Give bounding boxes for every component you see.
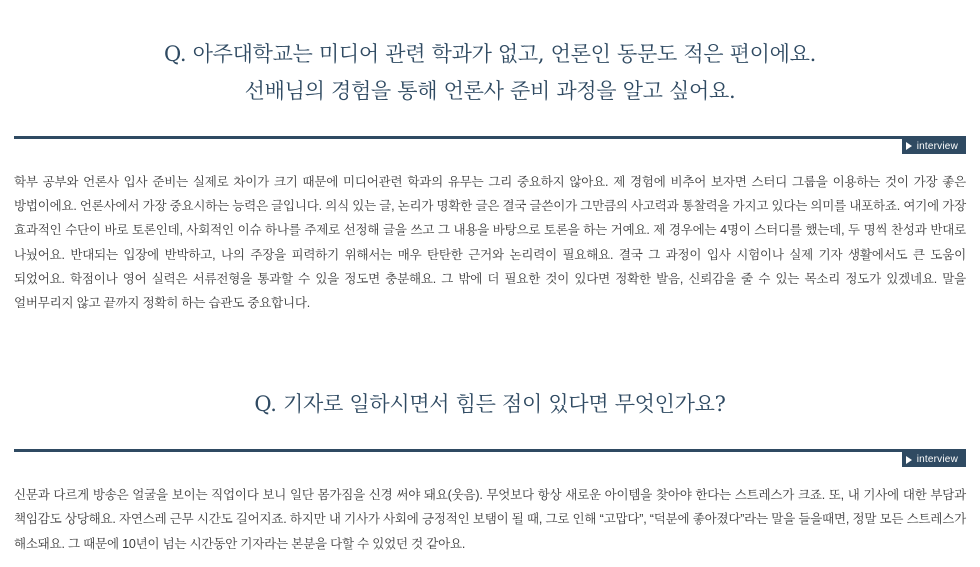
qa-section-1	[14, 0, 966, 316]
divider-2	[14, 449, 966, 467]
interview-tag-label-2: interview	[916, 454, 958, 465]
question-2-line-1: Q. 기자로 일하시면서 힘든 점이 있다면 무엇인가요?	[254, 392, 726, 417]
interview-tag-1	[902, 139, 966, 154]
play-arrow-icon	[906, 142, 912, 150]
question-1-line-2: 선배님의 경험을 통해 언론사 준비 과정을 알고 싶어요.	[244, 78, 736, 103]
answer-2: 신문과 다르게 방송은 얼굴을 보이는 직업이다 보니 일단 몸가짐을 신경 써야 돼요(웃음). 무엇보다 항상 새로운 아이템을 찾아야 한다는 스트레스가 크죠. 또, 내 기사에 대한 부담과 책임감도 상당해요. 자연스레 근무 시간도 길어지죠. 하지만 내 기사가 사회에 긍정적인 보탬이 될 때, 그로 인해 “고맙다”, “덕분에 좋아졌다”라는 말을 들을때면, 정말 모든 스트레스가 해소돼요. 그 때문에 10년이 넘는 시간동안 기자라는 본분을 다할 수 있었던 것 같아요.	[14, 488, 967, 551]
interview-tag-label-1: interview	[916, 140, 958, 152]
answer-1: 학부 공부와 언론사 입사 준비는 실제로 차이가 크기 때문에 미디어관련 학과의 유무는 그리 중요하지 않아요. 제 경험에 비추어 보자면 스터디 그룹을 이용하는 것이 가장 좋은 방법이에요. 언론사에서 가장 중요시하는 능력은 글입니다. 의식 있는 글, 논리가 명확한 글은 결국 글쓴이가 그만큼의 사고력과 통찰력을 가지고 있다는 의미를 내포하죠. 여기에 가장 효과적인 수단이 바로 토론인데, 사회적인 이슈 하나를 주제로 선정해 글을 쓰고 그 내용을 바탕으로 토론을 하는 거예요. 제 경우에는 4명이 스터디를 했는데, 두 명씩 찬성과 반대로 나눴어요. 반대되는 입장에 반박하고, 나의 주장을 피력하기 위해서는 매우 탄탄한 근거와 논리력이 필요해요. 결국 그 과정이 입사 시험이나 실제 기자 생활에서도 큰 도움이 되었어요. 학점이나 영어 실력은 서류전형을 통과할 수 있을 정도면 충분해요. 그 밖에 더 필요한 것이 있다면 정확한 발음, 신뢰감을 줄 수 있는 목소리 정도가 있겠네요. 말을 얼버무리지 않고 끝까지 정확히 하는 습관도 중요합니다.	[14, 174, 966, 311]
play-arrow-icon	[906, 456, 912, 464]
question-1-line-1: Q. 아주대학교는 미디어 관련 학과가 없고, 언론인 동문도 적은 편이에요.	[164, 42, 816, 66]
question-1	[14, 0, 966, 110]
section-gap	[14, 328, 966, 368]
divider-1	[14, 136, 966, 154]
divider-line-1	[14, 136, 966, 139]
question-2	[14, 368, 966, 423]
interview-tag-2	[902, 452, 966, 467]
divider-line-2	[14, 449, 966, 452]
qa-section-2	[14, 368, 966, 556]
